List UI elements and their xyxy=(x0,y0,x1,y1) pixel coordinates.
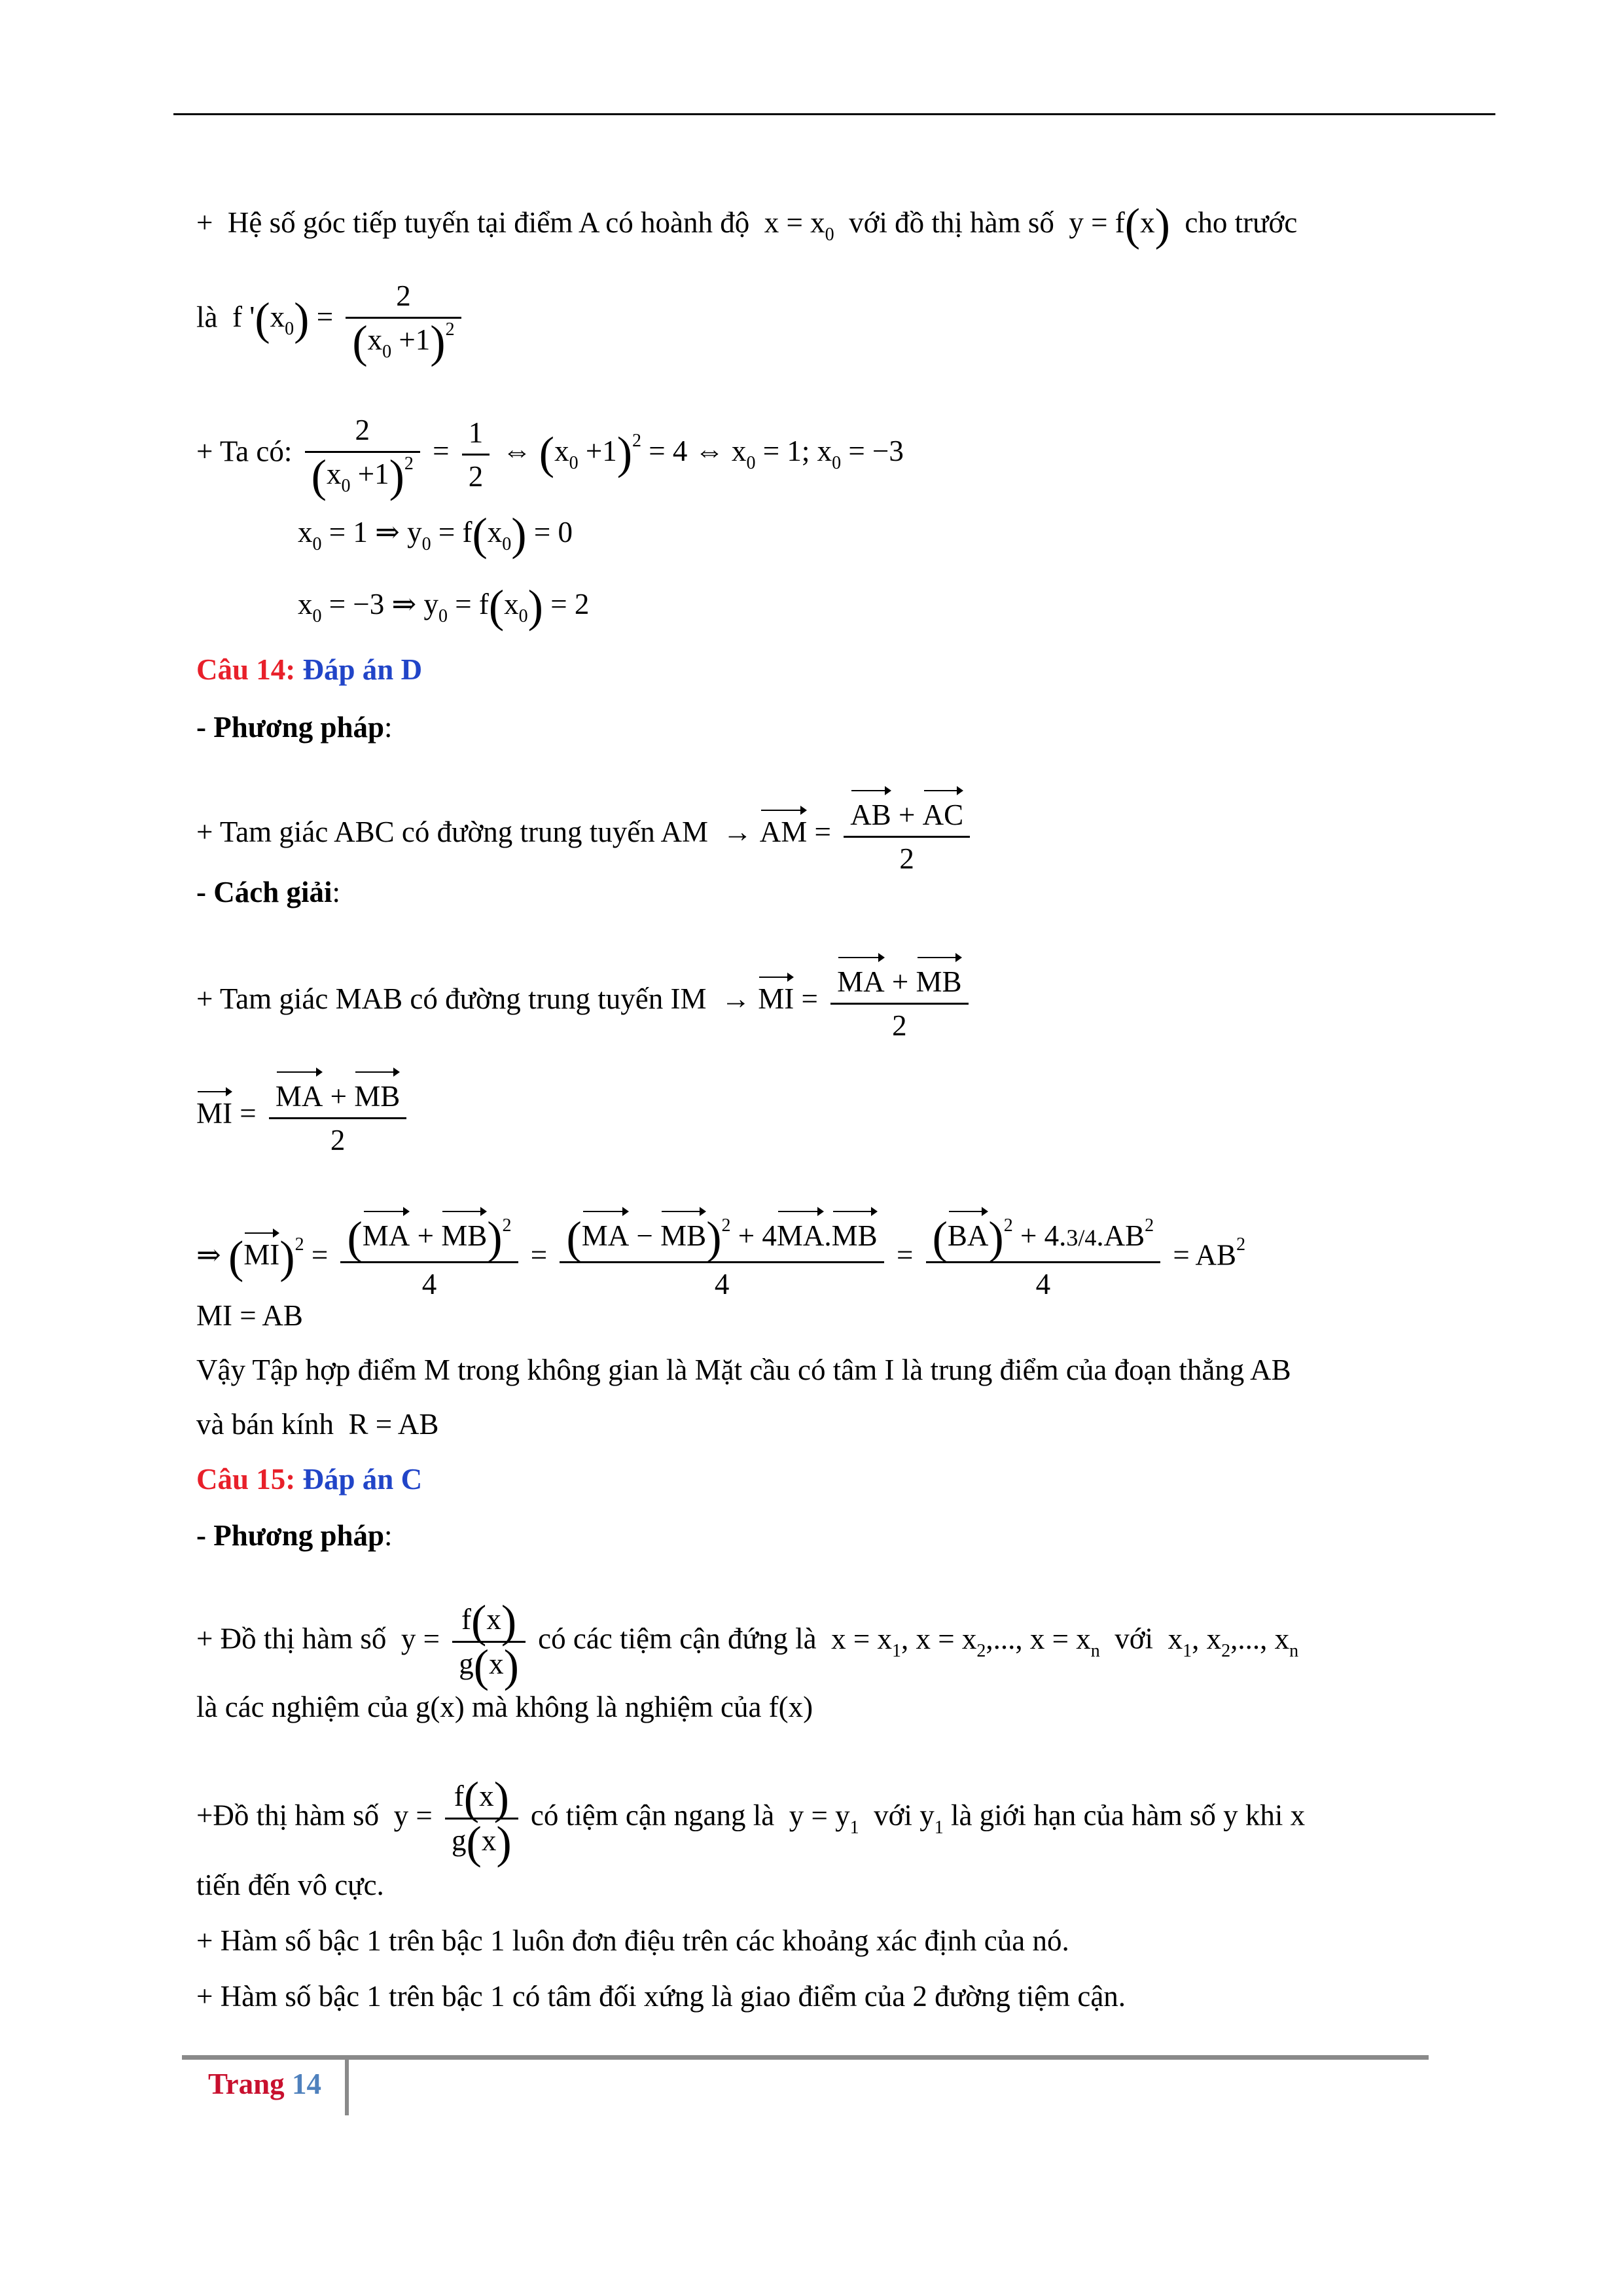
math-x-eq-x0: $x = x_0$ xyxy=(757,206,834,245)
q15-p5-text: + Hàm số bậc 1 trên bậc 1 luôn đơn điệu trên các khoảng xác định của nó. xyxy=(196,1924,1069,1957)
q14-method-label: Phương pháp xyxy=(213,711,385,744)
q14-label: Câu 14: xyxy=(196,653,296,686)
q15-p6-text: + Hàm số bậc 1 trên bậc 1 có tâm đối xứng là giao điểm của 2 đường tiệm cận. xyxy=(196,1980,1126,2013)
footer-bar xyxy=(182,2055,1429,2060)
q15-p3b: có tiệm cận ngang là xyxy=(530,1799,775,1832)
q14-conclusion-2 xyxy=(196,1406,438,1443)
intro-line-1 xyxy=(196,200,1298,251)
math-am-vector: → AM = $\frac{AB + AC}{2}$ xyxy=(715,816,975,848)
page-footer xyxy=(208,2067,321,2101)
math-roots: $x_1$, $x_2$,..., $x_n$ xyxy=(1160,1622,1299,1661)
intro-prefix: là xyxy=(196,300,218,334)
q14-answer: Đáp án D xyxy=(302,653,423,686)
math-y-frac-2: y = $\frac{f(x)}{g(x)}$ xyxy=(386,1799,531,1832)
q15-p2-text: là các nghiệm của g(x) mà không là nghiệm của f(x) xyxy=(196,1691,813,1723)
q15-p3d: là giới hạn của hàm số y khi x xyxy=(950,1799,1306,1832)
q15-method-label: Phương pháp xyxy=(213,1519,385,1552)
q15-p4-text: tiến đến vô cực. xyxy=(196,1869,384,1901)
q14-solution-heading: - Cách giải: xyxy=(196,876,341,908)
q15-p5 xyxy=(196,1922,1069,1959)
q14-solution-line xyxy=(196,957,974,1047)
math-mi-eq-ab: MI = AB xyxy=(196,1299,303,1332)
math-y-frac: y = $\frac{f(x)}{g(x)}$ xyxy=(394,1623,539,1655)
q14-heading xyxy=(196,651,422,688)
intro-line-2 xyxy=(196,275,467,368)
math-ta-co: $\frac{2}{(x_0 +1)^2}$ = $\frac{1}{2}$ ⇔ $(x_0 +1)^2 = 4$ ⇔ $x_0 = 1$; $x_0 = -3$ xyxy=(300,435,904,467)
math-mi-squared: ⇒ (MI)$^2$ = $\frac{(MA + MB)^2}{4}$ = $\frac{(MA - MB)^2 + 4MA.MB}{4}$ = $\frac{(BA)^2 + 4.3/4.AB^2}{4}$ = $AB^2$ xyxy=(196,1211,1245,1305)
q15-method-heading: - Phương pháp: xyxy=(196,1519,393,1552)
q14-conclusion-1 xyxy=(196,1352,1291,1388)
q15-p3a: +Đồ thị hàm số xyxy=(196,1799,380,1832)
header-rule xyxy=(173,113,1495,115)
intro-text-1: Hệ số góc tiếp tuyến tại điểm A có hoành độ xyxy=(227,206,750,239)
ta-co-line xyxy=(196,409,904,502)
ta-co-label: + Ta có: xyxy=(196,435,293,468)
q15-p3: +Đồ thị hàm số y = $\frac{f(x)}{g(x)}$ có tiệm cận ngang là $y = y_1$ với $y_1$ là giới hạn của hàm số y khi x xyxy=(196,1773,1306,1869)
math-mi-eq: MI = $\frac{MA + MB}{2}$ xyxy=(196,1071,412,1161)
math-r-eq-ab: R = AB xyxy=(341,1408,439,1441)
q14-conclusion-text-1: Vậy Tập hợp điểm M trong không gian là Mặt cầu có tâm I là trung điểm của đoạn thẳng AB xyxy=(196,1354,1291,1386)
page-number: 14 xyxy=(291,2068,321,2100)
q15-heading xyxy=(196,1461,422,1498)
q14-solution-label: Cách giải xyxy=(213,876,332,908)
intro-text-3: cho trước xyxy=(1185,206,1298,239)
q14-method-heading: - Phương pháp: xyxy=(196,711,393,744)
q14-method-line xyxy=(196,790,975,880)
colon: : xyxy=(332,876,341,908)
colon: : xyxy=(384,711,393,744)
q15-p6 xyxy=(196,1978,1126,2015)
q14-s1-text: + Tam giác MAB có đường trung tuyến IM xyxy=(196,982,707,1015)
q14-conclusion-text-2: và bán kính xyxy=(196,1408,334,1441)
q15-p4 xyxy=(196,1867,384,1903)
footer-label: Trang xyxy=(208,2068,285,2100)
math-x0-1: $x_0 = 1$ ⇒ $y_0 = f(x_0) = 0$ xyxy=(298,509,573,560)
footer-separator xyxy=(345,2060,349,2115)
math-y-eq-y1: $y = y_1$ xyxy=(781,1799,859,1838)
colon: : xyxy=(384,1519,393,1552)
math-asymptotes: $x = x_1$, $x = x_2$,..., $x = x_n$ xyxy=(823,1622,1100,1661)
math-y-eq-fx: y = f(x) xyxy=(1061,200,1170,251)
math-x0-minus3: $x_0 = -3$ ⇒ $y_0 = f(x_0) = 2$ xyxy=(298,581,590,632)
q15-p3c: với y xyxy=(874,1799,935,1832)
q14-m1-text: + Tam giác ABC có đường trung tuyến AM xyxy=(196,815,709,848)
math-derivative: f '$(x_0)$ = $\frac{2}{(x_0 +1)^2}$ xyxy=(225,300,467,333)
q15-p1 xyxy=(196,1596,1299,1692)
q15-label: Câu 15: xyxy=(196,1463,296,1496)
q15-p1b: có các tiệm cận đứng là xyxy=(538,1622,817,1655)
q15-answer: Đáp án C xyxy=(302,1463,423,1496)
q15-p2 xyxy=(196,1689,813,1725)
math-mi-vector: → MI = $\frac{MA + MB}{2}$ xyxy=(714,982,974,1015)
q15-p1a: + Đồ thị hàm số xyxy=(196,1622,387,1655)
q15-p1c: với xyxy=(1115,1622,1154,1655)
bullet: + xyxy=(196,206,213,239)
intro-text-2: với đồ thị hàm số xyxy=(849,206,1054,239)
